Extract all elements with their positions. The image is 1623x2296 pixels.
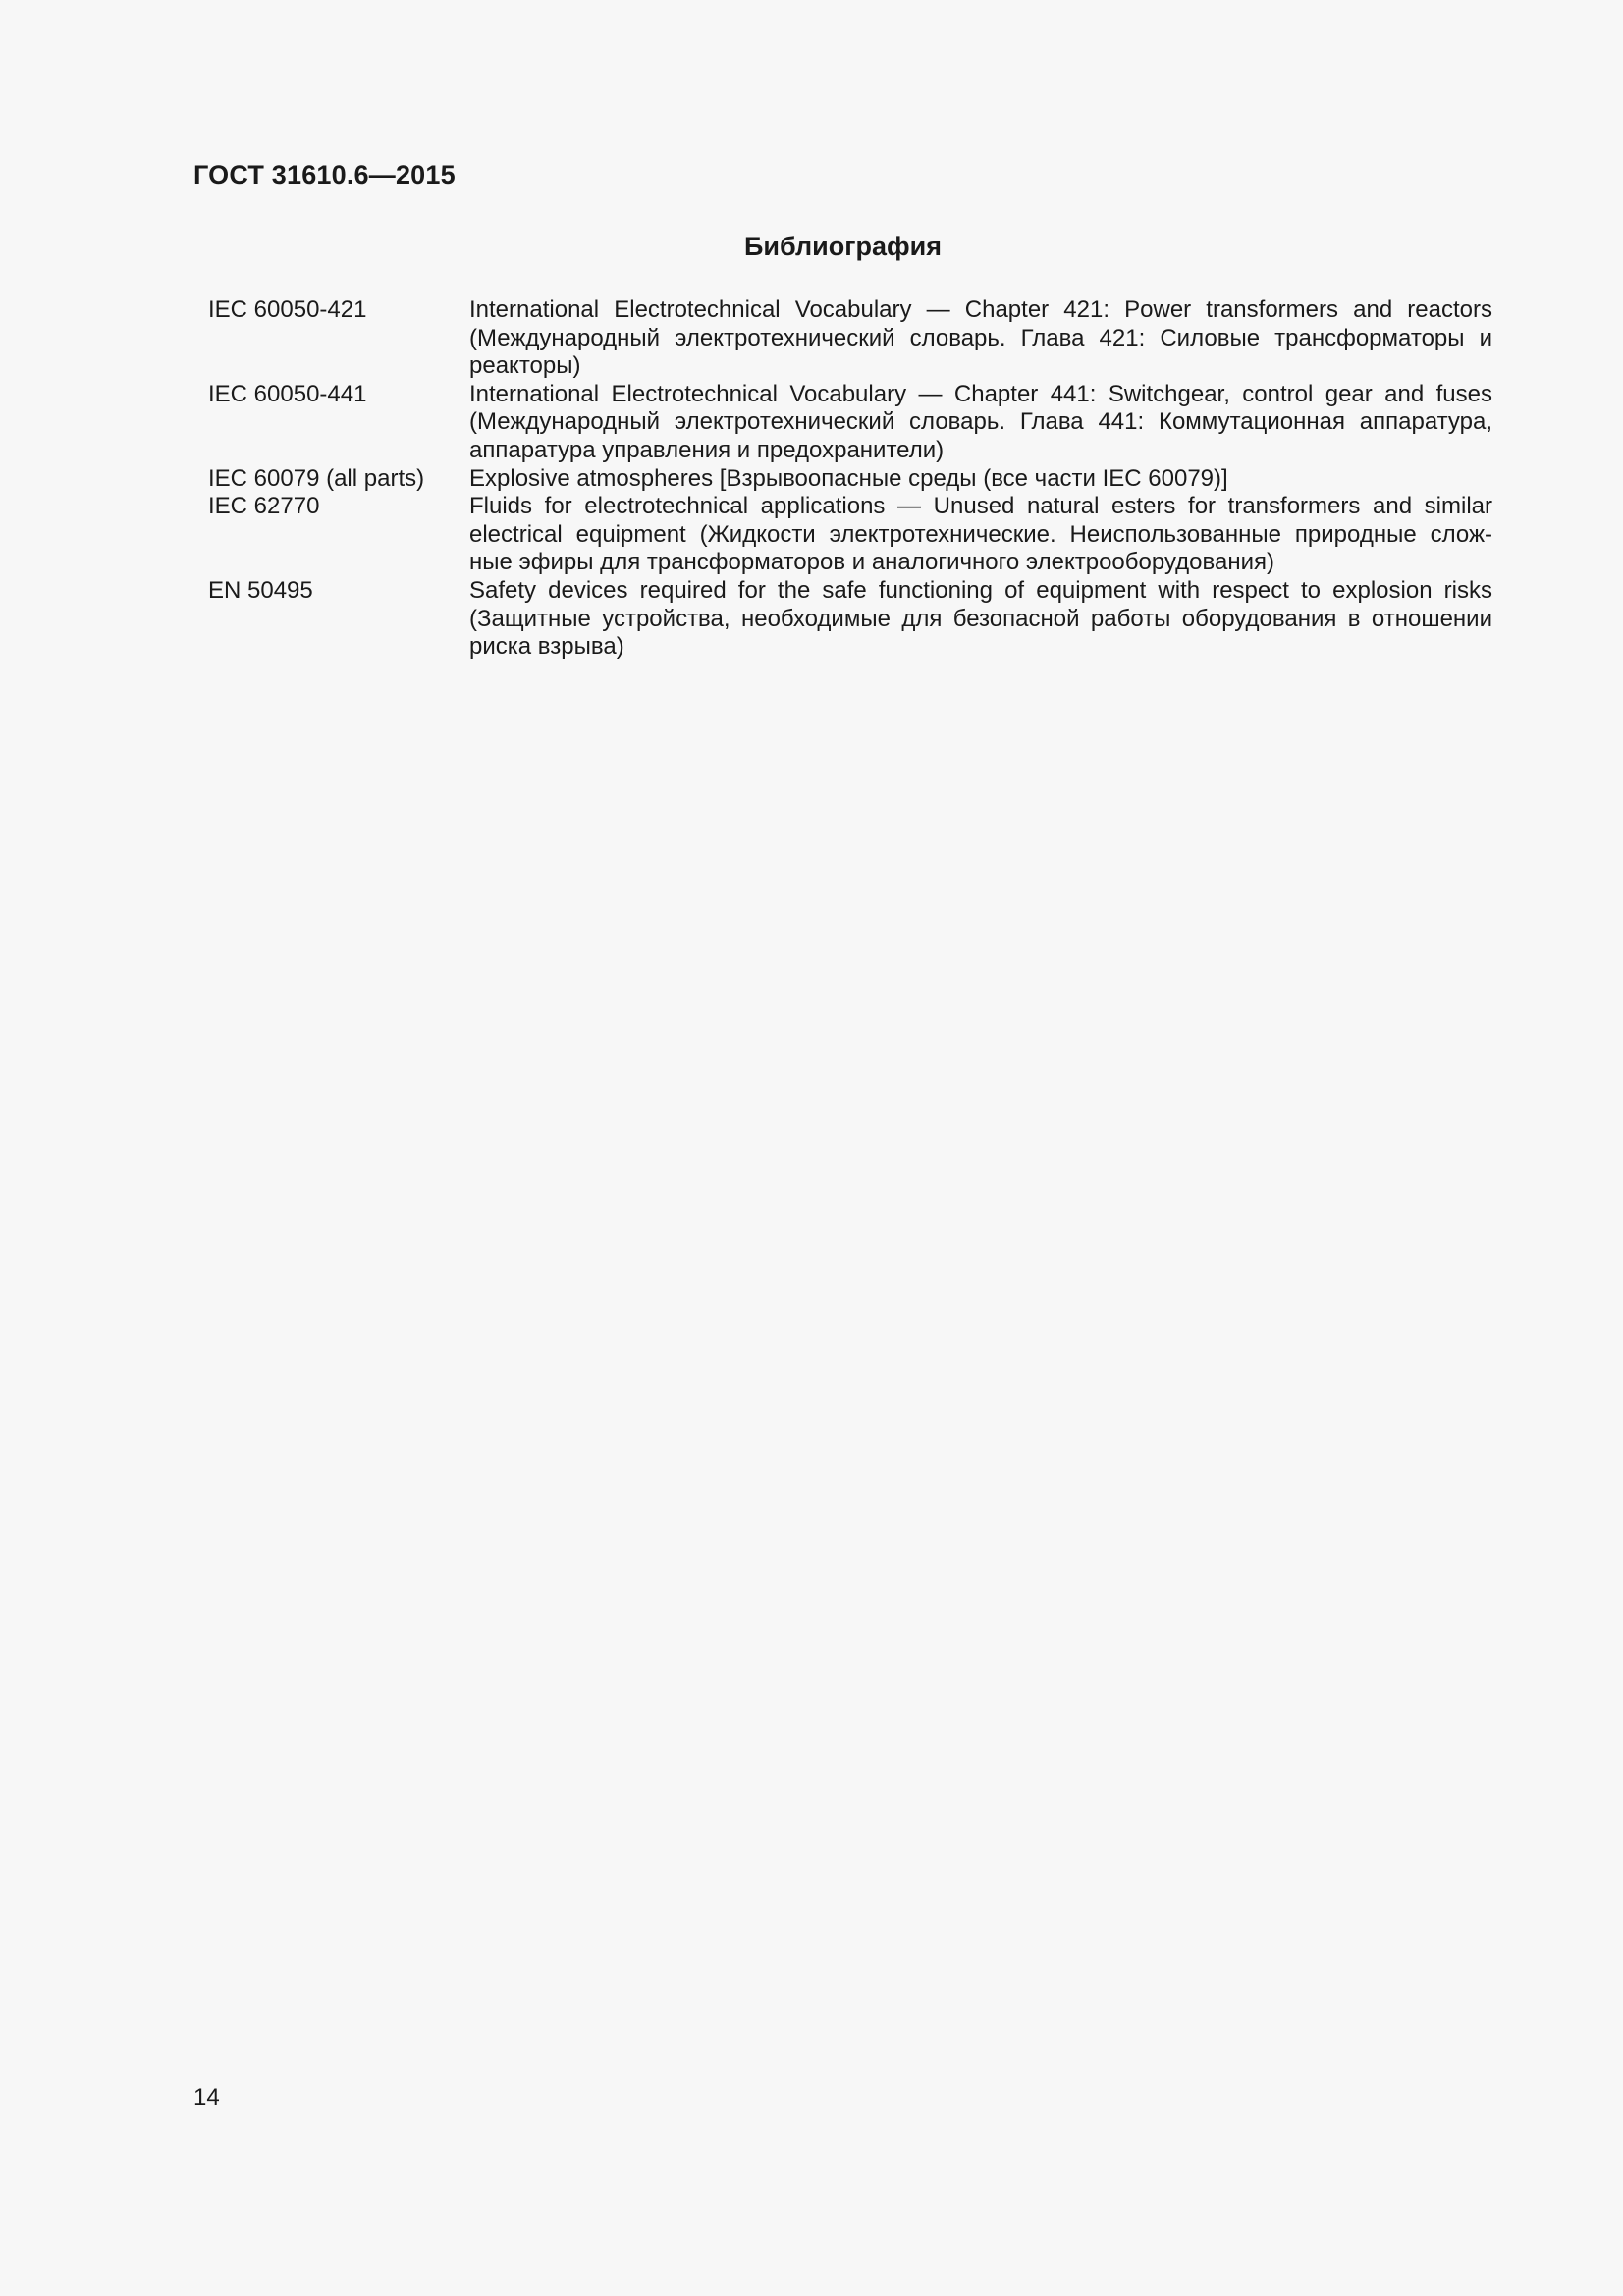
reference-description: Explosive atmospheres [Взрывоопасные среды (все части IEC 60079)] xyxy=(469,464,1228,492)
bibliography-entry xyxy=(208,493,1492,577)
bibliography-entry xyxy=(208,381,1492,465)
reference-description: International Electrotechnical Vocabulary — Chapter 441: Switchgear, control gear and fuses (Международный электротехнический словарь. Глава 441: Коммутационная аппаратура, аппаратура управления и предохранители) xyxy=(469,380,1492,463)
bibliography-entry xyxy=(208,465,1492,494)
page-number: 14 xyxy=(193,2084,220,2110)
reference-code: EN 50495 xyxy=(208,576,313,604)
section-title: Библиография xyxy=(744,232,942,261)
reference-code: IEC 62770 xyxy=(208,493,320,520)
bibliography-entry xyxy=(208,577,1492,662)
reference-description: Fluids for electrotechnical applications — Unused natural esters for transformers and similar electrical equipment (Жидкости электротехнические. Неиспользованные природные слож-ные эфиры для трансформаторов и аналогичного электрооборудования) xyxy=(469,493,1492,576)
reference-description: Safety devices required for the safe functioning of equipment with respect to explosion risks (Защитные устройства, необходимые для безопасной работы оборудования в отношении риска взрыва) xyxy=(469,576,1492,661)
reference-code: IEC 60050-421 xyxy=(208,296,367,323)
document-header: ГОСТ 31610.6—2015 xyxy=(193,160,456,189)
reference-description: International Electrotechnical Vocabulary — Chapter 421: Power transformers and reactors (Международный электротехнический словарь. Глава 421: Силовые трансформаторы и реакторы) xyxy=(469,296,1492,380)
reference-code: IEC 60079 (all parts) xyxy=(208,464,425,492)
bibliography-list xyxy=(208,296,1492,662)
bibliography-entry xyxy=(208,296,1492,381)
reference-code: IEC 60050-441 xyxy=(208,380,367,407)
